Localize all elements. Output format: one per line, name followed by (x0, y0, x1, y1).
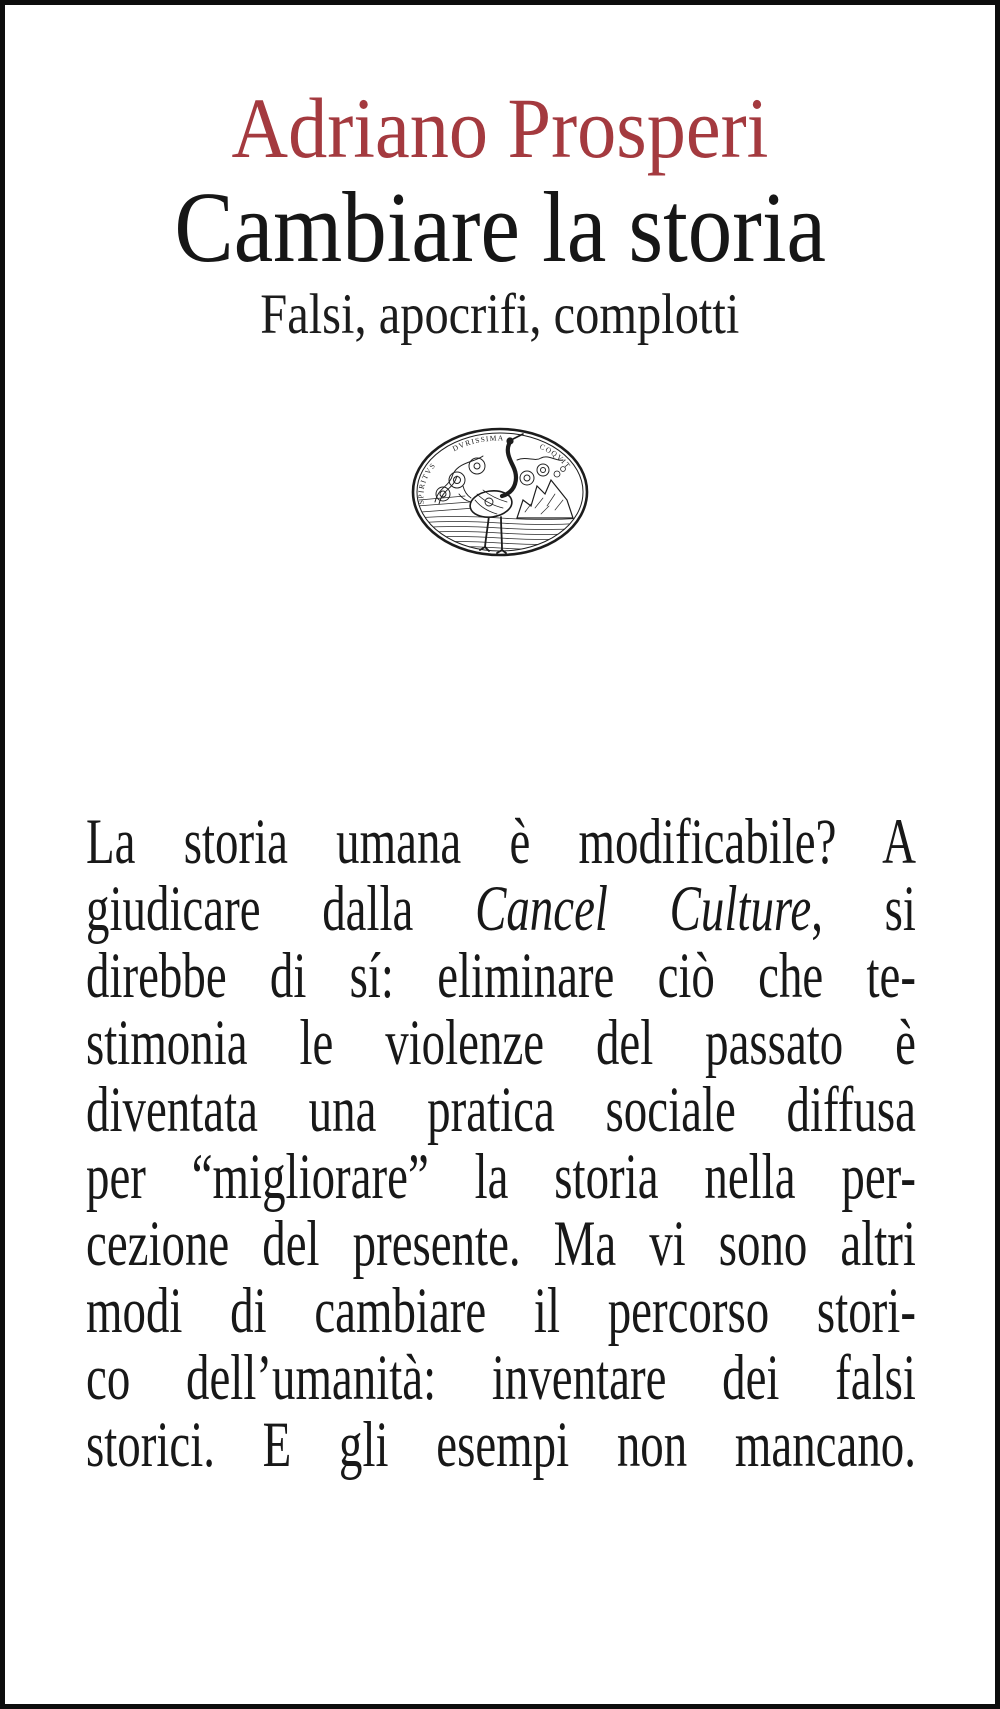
blurb-line (86, 940, 916, 1012)
blurb-line (86, 1275, 916, 1347)
book-subtitle (5, 283, 995, 346)
motto-text-top: DVRISSIMA (450, 433, 505, 454)
motto-text-left: SPIRITVS (416, 460, 438, 505)
book-title-text: Cambiare la storia (174, 171, 826, 283)
blurb-segment-italic: Cancel Culture (475, 873, 812, 945)
blurb-segment: modi di cambiare il percorso stori- (86, 1275, 916, 1347)
blurb-segment: co dell’umanità: inventare dei falsi (86, 1342, 916, 1414)
blurb-line (86, 1141, 916, 1213)
blurb-line (86, 1007, 916, 1079)
blurb-line (86, 1208, 916, 1280)
author-name (5, 80, 995, 176)
blurb-line (86, 1342, 916, 1414)
ostrich-emblem-icon (405, 422, 595, 562)
blurb-line (86, 1409, 916, 1481)
blurb-line (86, 873, 916, 945)
ostrich-icon (459, 434, 523, 553)
author-name-text: Adriano Prosperi (231, 80, 769, 176)
blurb-segment: direbbe di sí: eliminare ciò che te- (86, 940, 916, 1012)
blurb-line (86, 806, 916, 878)
blurb-lines (86, 806, 916, 1481)
blurb-segment: giudicare dalla (86, 873, 476, 945)
blurb-segment: , si (811, 873, 916, 945)
blurb-segment: cezione del presente. Ma vi sono altri (86, 1208, 916, 1280)
blurb-segment: per “migliorare” la storia nella per- (86, 1141, 916, 1213)
book-subtitle-text: Falsi, apocrifi, complotti (260, 283, 740, 346)
publisher-emblem (405, 422, 595, 562)
motto-text-right: COQVIT (538, 441, 573, 471)
blurb-text (86, 806, 916, 1481)
blurb-segment: stimonia le violenze del passato è (86, 1007, 916, 1079)
blurb-segment: diventata una pratica sociale diffusa (86, 1074, 916, 1146)
blurb-line (86, 1074, 916, 1146)
book-title (5, 171, 995, 283)
blurb-segment: La storia umana è modificabile? A (86, 806, 916, 878)
blurb-segment: storici. E gli esempi non mancano. (86, 1409, 916, 1481)
